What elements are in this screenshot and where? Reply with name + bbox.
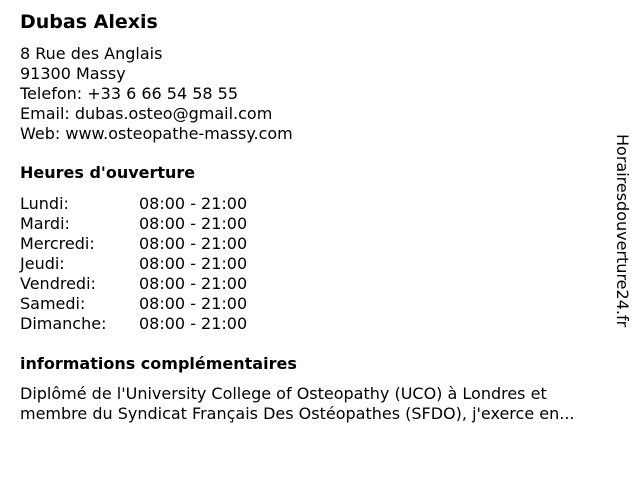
business-name: Dubas Alexis [20, 11, 158, 33]
hours-day: Jeudi: [20, 254, 65, 273]
hours-time: 08:00 - 21:00 [139, 234, 248, 253]
website-text: Web: www.osteopathe-massy.com [20, 124, 293, 143]
hours-time: 08:00 - 21:00 [139, 254, 248, 273]
hours-day: Mardi: [20, 214, 70, 233]
additional-info-line: Diplômé de l'University College of Osteopathy (UCO) à Londres et [20, 384, 547, 403]
hours-day: Lundi: [20, 194, 69, 213]
hours-day: Vendredi: [20, 274, 96, 293]
site-watermark-text: Horairesdouverture24.fr [613, 134, 632, 328]
hours-day: Dimanche: [20, 314, 107, 333]
hours-day: Mercredi: [20, 234, 95, 253]
hours-time: 08:00 - 21:00 [139, 314, 248, 333]
hours-time: 08:00 - 21:00 [139, 274, 248, 293]
address-city: 91300 Massy [20, 64, 126, 83]
contact-block [20, 44, 293, 144]
additional-info-line: membre du Syndicat Français Des Ostéopathes (SFDO), j'exerce en... [20, 404, 575, 423]
address-street: 8 Rue des Anglais [20, 44, 163, 63]
opening-hours-heading: Heures d'ouverture [20, 163, 196, 182]
additional-info-heading: informations complémentaires [20, 354, 297, 373]
email-text: Email: dubas.osteo@gmail.com [20, 104, 273, 123]
hours-time: 08:00 - 21:00 [139, 294, 248, 313]
hours-time: 08:00 - 21:00 [139, 194, 248, 213]
site-watermark [612, 134, 632, 346]
hours-time: 08:00 - 21:00 [139, 214, 248, 233]
phone-text: Telefon: +33 6 66 54 58 55 [20, 84, 239, 103]
additional-info-text [20, 384, 574, 424]
hours-day: Samedi: [20, 294, 86, 313]
